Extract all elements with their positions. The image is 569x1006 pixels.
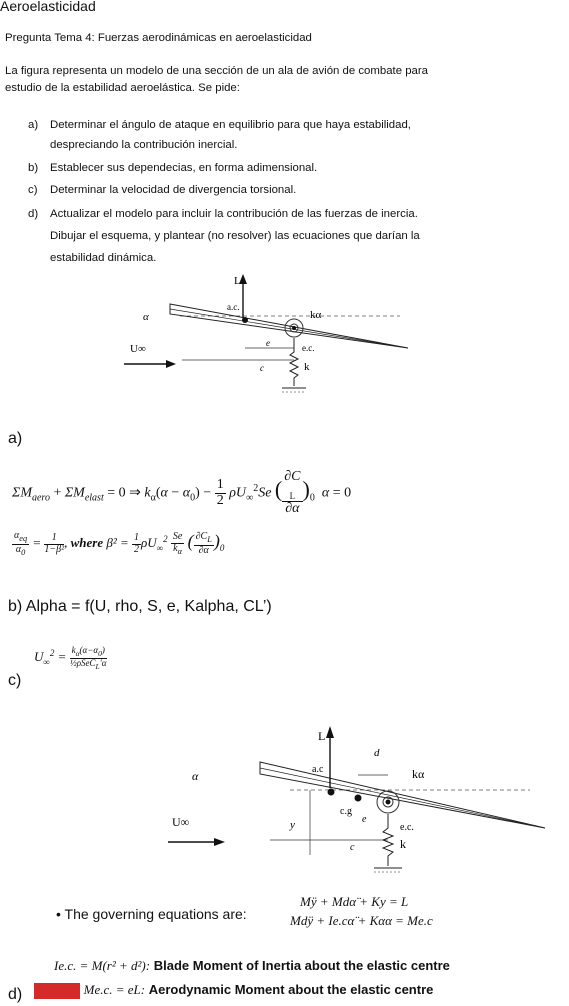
inertia-formula: Ie.c. = M(r² + d²): [54, 958, 151, 973]
item-text: Determinar el ángulo de ataque en equilibrio para que haya estabilidad, [50, 119, 411, 131]
airfoil [170, 304, 408, 348]
vertical-spring [290, 338, 298, 386]
redaction-mark [34, 983, 80, 999]
elastic-centre-dot [292, 326, 296, 330]
label-k: k [304, 361, 310, 373]
definition-moment [34, 982, 433, 999]
label-cg: c.g [340, 806, 352, 817]
answer-c-eq: $U_\infty^2$ = $\frac{k_\alpha(\alpha-\alpha_0)}{\frac{1}{2}\rho SeC_L'\alpha}$ [34, 645, 107, 671]
label-L: L [318, 729, 326, 743]
label-k-alpha: kα [412, 767, 425, 781]
wing-section-figure-1 [110, 268, 420, 403]
item-marker: d) [28, 208, 39, 220]
governing-eq-2: Mdÿ + Ie.cα̈ + Kαα = Me.c [290, 913, 433, 928]
label-c: c [350, 842, 355, 853]
answer-a-label: a) [8, 430, 23, 447]
label-U: U∞ [172, 815, 190, 829]
label-U: U∞ [130, 343, 146, 355]
label-e: e [362, 814, 367, 825]
item-text: Establecer sus dependecias, en forma adimensional. [50, 162, 318, 174]
moment-description: Aerodynamic Moment about the elastic centre [148, 982, 434, 997]
question-intro-2: estudio de la estabilidad aeroelástica. Se pide: [5, 82, 240, 94]
item-text: despreciando la contribución inercial. [50, 139, 238, 151]
item-text: Actualizar el modelo para incluir la contribución de las fuerzas de inercia. [50, 208, 418, 220]
answer-b: b) Alpha = f(U, rho, S, e, Kalpha, CL’) [8, 598, 272, 615]
label-e: e [266, 338, 270, 348]
item-marker: b) [28, 162, 39, 174]
bullet-dot: • [56, 906, 61, 922]
definition-inertia [54, 958, 450, 974]
wing-section-figure-2 [150, 720, 550, 885]
moment-formula: Me.c. = eL: [83, 982, 146, 997]
answer-d-label: d) [8, 986, 23, 1003]
airfoil [260, 762, 545, 828]
label-c: c [260, 363, 264, 373]
question-intro-1: La figura representa un modelo de una sección de un ala de avión de combate para [5, 65, 429, 77]
item-marker: c) [28, 184, 38, 196]
label-y: y [290, 819, 295, 831]
label-ac: a.c. [227, 302, 240, 312]
cg-dot [355, 795, 362, 802]
document-title: Aeroelasticidad [0, 0, 96, 14]
label-alpha: α [143, 311, 149, 323]
label-ec: e.c. [302, 343, 315, 353]
governing-eq-1: Mÿ + Mdα̈ + Ky = L [300, 894, 409, 909]
aerodynamic-centre-dot [328, 789, 335, 796]
label-L: L [234, 275, 241, 287]
label-ec: e.c. [400, 822, 414, 833]
governing-label: The governing equations are: [64, 906, 247, 922]
label-alpha: α [192, 769, 199, 783]
item-text: Dibujar el esquema, y plantear (no resolver) las ecuaciones que darían la [50, 230, 420, 242]
item-marker: a) [28, 119, 39, 131]
answer-a-eq1: $\Sigma M_{aero} + \Sigma M_{elast} = 0$ ⇒ $k_\alpha(\alpha - \alpha_0)$ − $\frac{1}{2}$ $\rho U_\infty^2Se$ ( ∂C $_L$ ∂α )$_0$ α = 0 [12, 469, 352, 516]
question-title: Pregunta Tema 4: Fuerzas aerodinámicas en aeroelasticidad [5, 32, 312, 44]
bullet-governing-equations [56, 906, 247, 922]
item-text: Determinar la velocidad de divergencia torsional. [50, 184, 297, 196]
label-d: d [374, 747, 380, 759]
item-text: estabilidad dinámica. [50, 252, 157, 264]
label-ac: a.c [312, 764, 324, 775]
elastic-centre-dot [386, 800, 391, 805]
aerodynamic-centre-dot [242, 317, 248, 323]
label-k-alpha: kα [310, 309, 322, 321]
label-k: k [400, 837, 406, 851]
answer-a-eq2: $\frac{\alpha_{eq}}{\alpha_0}$ = $\frac{1}{\text{1−β²}}$ , where β² = $\frac{1}{2}$ $\rho U_\infty^2$ $\frac{Se}{k_\alpha}$ ( $\frac{\partial C_L}{\partial\alpha}$ )$_0$ [14, 530, 225, 557]
inertia-description: Blade Moment of Inertia about the elastic centre [153, 958, 450, 973]
answer-c-label: c) [8, 672, 22, 689]
